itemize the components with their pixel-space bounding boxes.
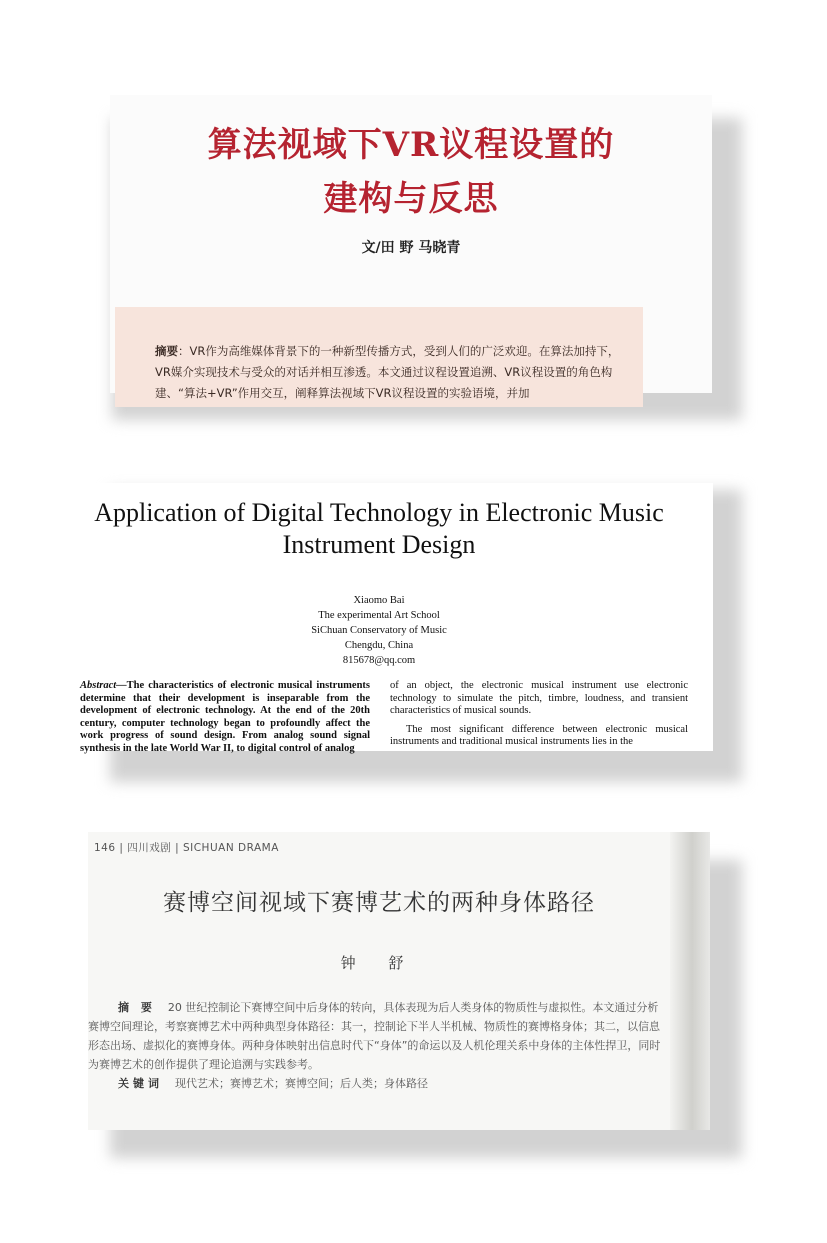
abstract-label: 摘要 xyxy=(155,344,178,358)
affiliation-conservatory: SiChuan Conservatory of Music xyxy=(311,625,447,636)
abstract-text: 20 世纪控制论下赛博空间中后身体的转向，具体表现为后人类身体的物质性与虚拟性。本文通过分析赛博空间理论，考察赛博艺术中两种典型身体路径：其一，控制论下半人半机械、物质性的赛博格身体；其二，以信息形态出场、虚拟化的赛博身体。两种身体映射出信息时代下“身体”的命运以及人机伦理关系中身体的主体性捍卫，同时为赛博艺术的创作提供了理论追溯与实践参考。 xyxy=(88,1001,661,1071)
abstract-label: Abstract— xyxy=(80,680,127,691)
author-email: 815678@qq.com xyxy=(342,655,416,666)
abstract-block xyxy=(88,998,666,1093)
journal-header: 146 | 四川戏剧 | SICHUAN DRAMA xyxy=(94,842,279,854)
paper-title-line1: 算法视域下VR议程设置的 xyxy=(207,125,615,165)
keywords-label: 关键词 xyxy=(118,1077,163,1090)
paper-card-cyber-art[interactable] xyxy=(88,832,710,1130)
page-fold-edge xyxy=(670,832,710,1130)
abstract-box xyxy=(115,307,643,407)
affiliation-city: Chengdu, China xyxy=(344,640,414,651)
keywords-line xyxy=(88,1074,666,1093)
abstract-text: The characteristics of electronic musical instruments determine that their development is inseparable from the development of electronic technology. At the end of the 20th century, computer technology began to profoundly affect the work progress of sound design. From analog sound signal synthesis in the late World War II, to digital control of analog xyxy=(80,680,370,754)
abstract-paragraph xyxy=(115,307,643,404)
keywords-text: 现代艺术；赛博艺术；赛博空间；后人类；身体路径 xyxy=(175,1077,428,1090)
paper-title: Application of Digital Technology in Electronic Music Instrument Design xyxy=(94,498,664,559)
abstract-column xyxy=(80,680,370,756)
paper-card-electronic-music[interactable] xyxy=(80,483,713,754)
abstract-paragraph xyxy=(88,998,666,1074)
paper-authors: 文/田 野 马晓青 xyxy=(361,240,461,256)
paper-card-vr-agenda[interactable] xyxy=(110,95,712,400)
body-paragraph: The most significant difference between electronic musical instruments and traditional musical instruments lies in the xyxy=(390,723,688,748)
body-column xyxy=(390,680,688,755)
author-block xyxy=(88,593,670,668)
paper-author: 钟 舒 xyxy=(340,954,418,972)
abstract-label: 摘 要 xyxy=(118,1001,156,1014)
abstract-text: ：VR作为高维媒体背景下的一种新型传播方式，受到人们的广泛欢迎。在算法加持下，VR媒介实现技术与受众的对话并相互渗透。本文通过议程设置追溯、VR议程设置的角色构建、“算法+VR”作用交互，阐释算法视域下VR议程设置的实验语境，并加 xyxy=(155,344,620,400)
body-paragraph: of an object, the electronic musical instrument use electronic technology to simulate the pitch, timbre, loudness, and transient characteristics of musical sounds. xyxy=(390,680,688,717)
author-name: Xiaomo Bai xyxy=(353,595,405,606)
affiliation-school: The experimental Art School xyxy=(318,610,440,621)
paper-title-line2: 建构与反思 xyxy=(323,179,499,219)
paper-title: 赛博空间视域下赛博艺术的两种身体路径 xyxy=(163,890,595,916)
